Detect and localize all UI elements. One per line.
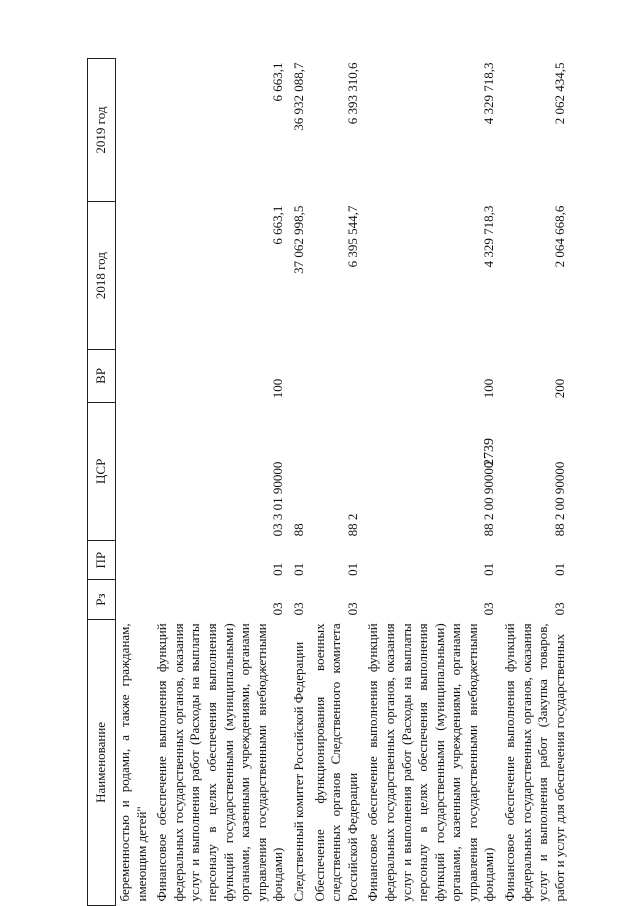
row-rz: 03: [290, 602, 306, 616]
row-csr: 88 2 00 90000: [481, 461, 497, 537]
row-2018: 2 064 668,6: [551, 205, 567, 268]
row-rz: 03: [481, 602, 497, 616]
row-pr: 01: [270, 562, 286, 576]
table-row: [501, 59, 571, 906]
header-2018: 2018 год: [88, 202, 116, 350]
row-2018: [116, 202, 154, 350]
row-csr: 88: [290, 523, 306, 537]
row-csr: 88 2: [344, 513, 360, 537]
row-vr: [116, 350, 154, 403]
header-csr: ЦСР: [88, 402, 116, 540]
row-2018: 6 395 544,7: [344, 205, 360, 268]
row-csr: 88 2 00 90000: [551, 461, 567, 537]
row-pr: [116, 540, 154, 579]
header-name: Наименование: [88, 619, 116, 905]
row-2019: 2 062 434,5: [551, 62, 567, 125]
row-pr: 01: [344, 562, 360, 576]
row-2018: 37 062 998,5: [290, 205, 306, 274]
row-rz: 03: [551, 602, 567, 616]
row-vr: [290, 350, 311, 403]
row-csr: [116, 402, 154, 540]
row-2019: 36 932 088,7: [290, 62, 306, 131]
row-rz: 03: [270, 602, 286, 616]
row-2019: 6 663,1: [270, 62, 286, 102]
header-pr: ПР: [88, 540, 116, 579]
row-rz: [116, 580, 154, 619]
table-row: [153, 59, 290, 906]
budget-table: [87, 58, 571, 906]
row-name: Финансовое обеспечение выполнения функций федеральных государственных органов, оказания услуг и выполнения работ (Расходы на выплаты персоналу в целях обеспечения выполнения функций государственными (муниципальными) органами, казенными учреждениями, органами управления государственными внебюджетными фондами): [154, 623, 286, 902]
row-2019: [116, 59, 154, 202]
row-vr: [311, 350, 365, 403]
row-name: Следственный комитет Российской Федерации: [290, 641, 306, 902]
row-2019: 6 393 310,6: [344, 62, 360, 125]
table-row: [364, 59, 501, 906]
row-name: беременностью и родами, а также гражданам, имеющим детей": [117, 623, 149, 902]
table-row: [290, 59, 311, 906]
table-header-row: [88, 59, 116, 906]
row-vr: 100: [481, 378, 497, 399]
row-pr: 01: [551, 562, 567, 576]
row-rz: 03: [344, 602, 360, 616]
header-vr: ВР: [88, 350, 116, 403]
row-csr: 03 3 01 90000: [270, 461, 286, 537]
header-rz: Рз: [88, 580, 116, 619]
row-2018: 6 663,1: [270, 205, 286, 245]
row-name: Финансовое обеспечение выполнения функций федеральных государственных органов, оказания услуг и выполнения работ (Расходы на выплаты персоналу в целях обеспечения выполнения функций государственными (муниципальными) органами, казенными учреждениями, органами управления государственными внебюджетными фондами): [365, 623, 497, 902]
row-pr: 01: [290, 562, 306, 576]
page-number: 2739: [482, 438, 497, 466]
table-row: [311, 59, 365, 906]
row-vr: 100: [270, 378, 286, 399]
row-vr: 200: [551, 378, 567, 399]
row-2019: 4 329 718,3: [481, 62, 497, 125]
row-pr: 01: [481, 562, 497, 576]
row-name: Обеспечение функционирования военных следственных органов Следственного комитета Российской Федерации: [311, 623, 360, 902]
header-2019: 2019 год: [88, 59, 116, 202]
table-row: [116, 59, 154, 906]
budget-table-container: [87, 58, 602, 906]
row-2018: 4 329 718,3: [481, 205, 497, 268]
row-name: Финансовое обеспечение выполнения функций федеральных государственных органов, оказания услуг и выполнения работ (Закупка товаров, работ и услуг для обеспечения государственных: [502, 623, 567, 902]
